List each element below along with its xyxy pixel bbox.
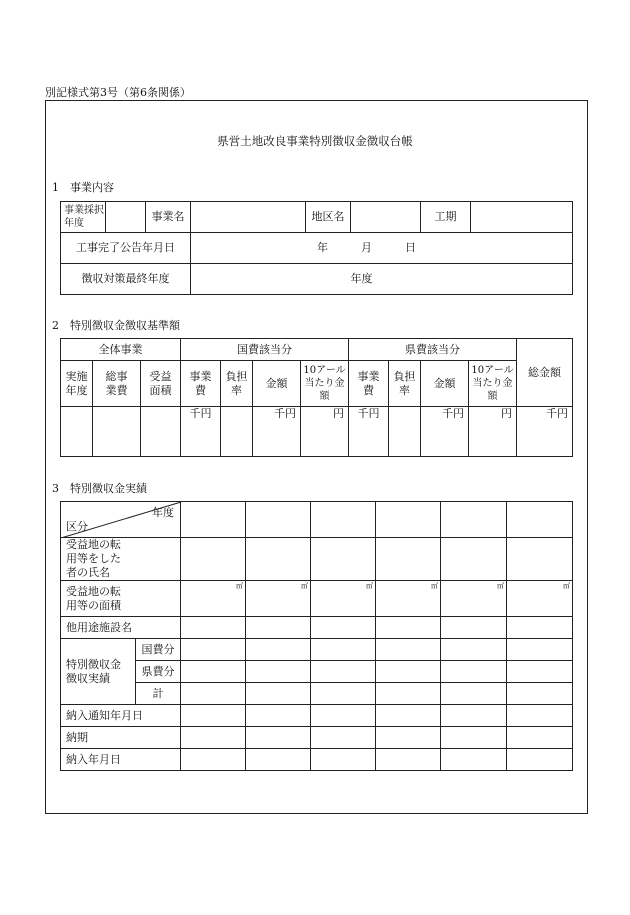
row-pref-label: 県費分 (136, 661, 181, 683)
area-unit: ㎡ (311, 581, 376, 617)
sum-cell[interactable] (246, 683, 311, 705)
col-pref-burden: 負担率 (389, 361, 421, 407)
due-cell[interactable] (181, 727, 246, 749)
unit-national-amount: 千円 (253, 407, 301, 457)
cell-pref-burden[interactable] (389, 407, 421, 457)
paid-date-cell[interactable] (311, 749, 376, 771)
name-cell[interactable] (507, 538, 573, 581)
due-cell[interactable] (507, 727, 573, 749)
sum-cell[interactable] (441, 683, 507, 705)
name-cell[interactable] (376, 538, 441, 581)
pref-cell[interactable] (246, 661, 311, 683)
row-due-label: 納期 (61, 727, 181, 749)
pref-cell[interactable] (181, 661, 246, 683)
district-name-value[interactable] (351, 202, 421, 233)
col-national-amount: 金額 (253, 361, 301, 407)
construction-period-label: 工期 (421, 202, 471, 233)
sum-cell[interactable] (311, 683, 376, 705)
cell-area[interactable] (141, 407, 181, 457)
adopt-year-value[interactable] (106, 202, 146, 233)
row-collection-label: 特別徴収金徴収実績 (61, 639, 136, 705)
national-cell[interactable] (311, 639, 376, 661)
name-cell[interactable] (441, 538, 507, 581)
national-cell[interactable] (376, 639, 441, 661)
pref-cell[interactable] (507, 661, 573, 683)
col-year: 実施年度 (61, 361, 93, 407)
paid-date-cell[interactable] (507, 749, 573, 771)
cell-total-cost[interactable] (93, 407, 141, 457)
row-notice-date-label: 納入通知年月日 (61, 705, 181, 727)
area-unit: ㎡ (376, 581, 441, 617)
col-pref-amount: 金額 (421, 361, 469, 407)
district-name-label: 地区名 (306, 202, 351, 233)
sum-cell[interactable] (376, 683, 441, 705)
facility-cell[interactable] (246, 617, 311, 639)
row-facility-label: 他用途施設名 (61, 617, 181, 639)
unit-national-cost: 千円 (181, 407, 221, 457)
col-national-burden: 負担率 (221, 361, 253, 407)
area-unit: ㎡ (181, 581, 246, 617)
paid-date-cell[interactable] (246, 749, 311, 771)
paid-date-cell[interactable] (441, 749, 507, 771)
construction-period-value[interactable] (471, 202, 573, 233)
due-cell[interactable] (246, 727, 311, 749)
unit-national-per10a: 円 (301, 407, 349, 457)
area-unit: ㎡ (441, 581, 507, 617)
col-total-cost: 総事業費 (93, 361, 141, 407)
row-name-label: 受益地の転用等をした者の氏名 (61, 538, 181, 581)
completion-date-label: 工事完了公告年月日 (61, 233, 191, 264)
facility-cell[interactable] (311, 617, 376, 639)
adopt-year-label: 事業採択年度 (61, 202, 106, 233)
year-cell[interactable] (507, 502, 573, 538)
due-cell[interactable] (311, 727, 376, 749)
form-number-label: 別記様式第3号（第6条関係） (45, 86, 191, 99)
year-label: 年度 (152, 506, 174, 519)
notice-date-cell[interactable] (311, 705, 376, 727)
cell-year[interactable] (61, 407, 93, 457)
section2-heading: 2 特別徴収金徴収基準額 (52, 319, 180, 332)
unit-pref-amount: 千円 (421, 407, 469, 457)
category-label: 区分 (66, 520, 88, 533)
year-cell[interactable] (441, 502, 507, 538)
national-cell[interactable] (246, 639, 311, 661)
national-cell[interactable] (181, 639, 246, 661)
year-cell[interactable] (246, 502, 311, 538)
row-sum-label: 計 (136, 683, 181, 705)
group-national-header: 国費該当分 (181, 339, 349, 361)
col-area: 受益面積 (141, 361, 181, 407)
pref-cell[interactable] (376, 661, 441, 683)
notice-date-cell[interactable] (441, 705, 507, 727)
group-pref-header: 県費該当分 (349, 339, 517, 361)
facility-cell[interactable] (441, 617, 507, 639)
cell-national-burden[interactable] (221, 407, 253, 457)
name-cell[interactable] (311, 538, 376, 581)
year-cell[interactable] (311, 502, 376, 538)
due-cell[interactable] (441, 727, 507, 749)
facility-cell[interactable] (507, 617, 573, 639)
unit-total: 千円 (517, 407, 573, 457)
final-year-value[interactable]: 年度 (191, 264, 573, 295)
notice-date-cell[interactable] (246, 705, 311, 727)
project-info-table (60, 201, 573, 295)
year-cell[interactable] (181, 502, 246, 538)
pref-cell[interactable] (441, 661, 507, 683)
area-unit: ㎡ (507, 581, 573, 617)
completion-date-value[interactable]: 年 月 日 (191, 233, 573, 264)
section1-heading: 1 事業内容 (52, 181, 114, 194)
project-name-value[interactable] (191, 202, 306, 233)
group-all-header: 全体事業 (61, 339, 181, 361)
facility-cell[interactable] (181, 617, 246, 639)
notice-date-cell[interactable] (376, 705, 441, 727)
pref-cell[interactable] (311, 661, 376, 683)
name-cell[interactable] (246, 538, 311, 581)
year-cell[interactable] (376, 502, 441, 538)
unit-pref-per10a: 円 (469, 407, 517, 457)
paid-date-cell[interactable] (181, 749, 246, 771)
sum-cell[interactable] (181, 683, 246, 705)
notice-date-cell[interactable] (181, 705, 246, 727)
national-cell[interactable] (441, 639, 507, 661)
unit-pref-cost: 千円 (349, 407, 389, 457)
page-title: 県営土地改良事業特別徴収金徴収台帳 (217, 134, 413, 148)
sum-cell[interactable] (507, 683, 573, 705)
facility-cell[interactable] (376, 617, 441, 639)
year-category-header (61, 502, 181, 538)
section3-heading: 3 特別徴収金実績 (52, 482, 147, 495)
notice-date-cell[interactable] (507, 705, 573, 727)
national-cell[interactable] (507, 639, 573, 661)
total-header: 総金額 (517, 339, 573, 407)
paid-date-cell[interactable] (376, 749, 441, 771)
col-national-project-cost: 事業費 (181, 361, 221, 407)
standard-amount-table (60, 338, 573, 457)
due-cell[interactable] (376, 727, 441, 749)
row-paid-date-label: 納入年月日 (61, 749, 181, 771)
row-area-label: 受益地の転用等の面積 (61, 581, 181, 617)
col-pref-per10a: 10アール当たり金額 (469, 361, 517, 407)
results-table (60, 501, 573, 771)
final-year-label: 徴収対策最終年度 (61, 264, 191, 295)
name-cell[interactable] (181, 538, 246, 581)
col-national-per10a: 10アール当たり金額 (301, 361, 349, 407)
area-unit: ㎡ (246, 581, 311, 617)
project-name-label: 事業名 (146, 202, 191, 233)
col-pref-project-cost: 事業費 (349, 361, 389, 407)
row-national-label: 国費分 (136, 639, 181, 661)
